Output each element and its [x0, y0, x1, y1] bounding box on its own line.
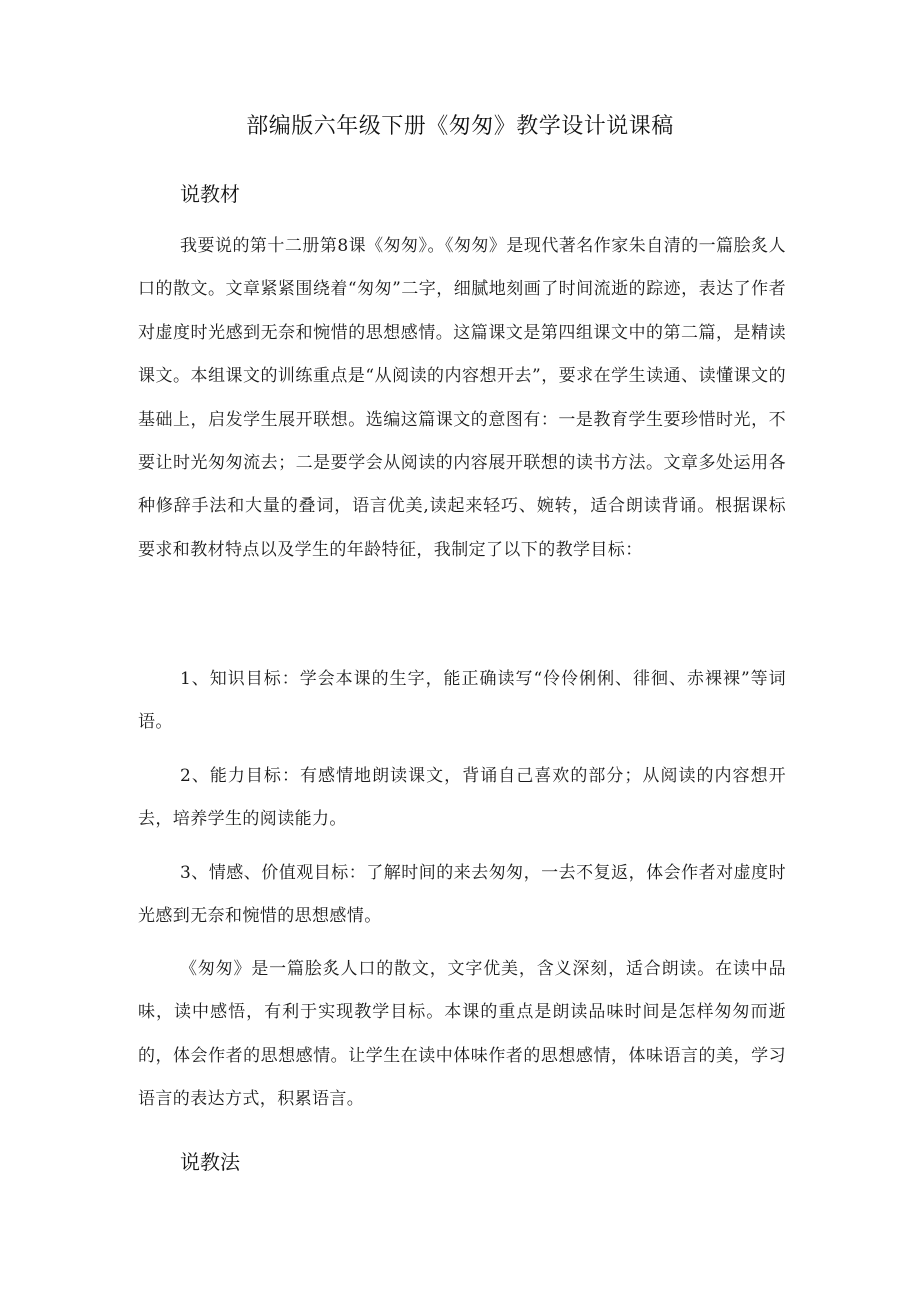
section-heading-method: 说教法	[180, 1150, 240, 1174]
section-heading-textbook: 说教材	[180, 182, 240, 206]
goal-knowledge: 1、知识目标：学会本课的生字，能正确读写“伶伶俐俐、徘徊、赤裸裸”等词语。	[138, 669, 786, 733]
document-title: 部编版六年级下册《匆匆》教学设计说课稿	[246, 114, 674, 139]
goal-emotion: 3、情感、价值观目标：了解时间的来去匆匆，一去不复返，体会作者对虚度时光感到无奈和惋惜的思想感情。	[138, 863, 786, 927]
paragraph-textbook-intro: 我要说的第十二册第8课《匆匆》。《匆匆》是现代著名作家朱自清的一篇脍炙人口的散文。文章紧紧围绕着“匆匆”二字，细腻地刻画了时间流逝的踪迹，表达了作者对虚度时光感到无奈和惋惜的思想感情。这篇课文是第四组课文中的第二篇，是精读课文。本组课文的训练重点是“从阅读的内容想开去”，要求在学生读通、读懂课文的基础上，启发学生展开联想。选编这篇课文的意图有：一是教育学生要珍惜时光，不要让时光匆匆流去；二是要学会从阅读的内容展开联想的读书方法。文章多处运用各种修辞手法和大量的叠词，语言优美,读起来轻巧、婉转，适合朗读背诵。根据课标要求和教材特点以及学生的年龄特征，我制定了以下的教学目标：	[138, 236, 786, 560]
goal-ability: 2、能力目标：有感情地朗读课文，背诵自己喜欢的部分；从阅读的内容想开去，培养学生的阅读能力。	[138, 766, 786, 830]
paragraph-key-points: 《匆匆》是一篇脍炙人口的散文，文字优美，含义深刻，适合朗读。在读中品味，读中感悟，有利于实现教学目标。本课的重点是朗读品味时间是怎样匆匆而逝的，体会作者的思想感情。让学生在读中体味作者的思想感情，体味语言的美，学习语言的表达方式，积累语言。	[138, 959, 786, 1110]
